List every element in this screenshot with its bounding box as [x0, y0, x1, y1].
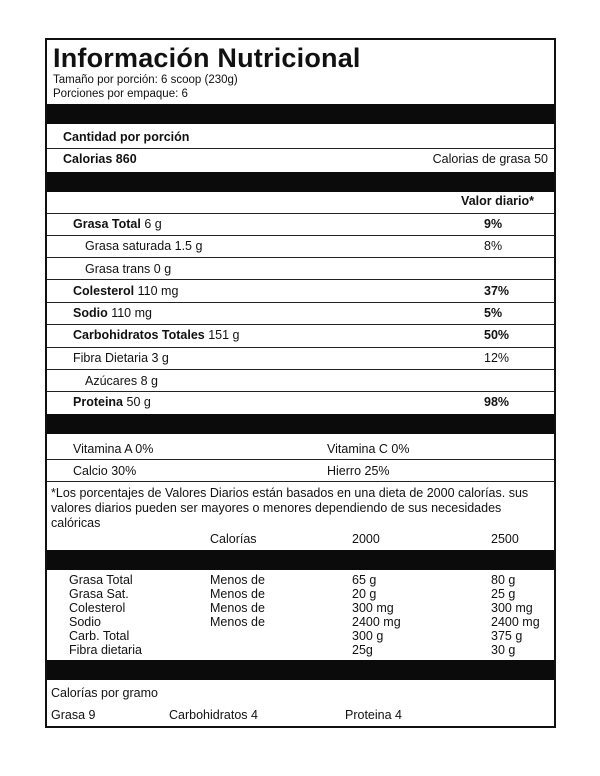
ref-row-2500: 25 g: [491, 587, 516, 601]
ref-row-name: Fibra dietaria: [69, 643, 142, 657]
calcium: Calcio 30%: [73, 464, 137, 478]
cpg-carbs: Carbohidratos 4: [169, 708, 258, 722]
calories: Calorias 860: [63, 152, 137, 166]
ref-row-name: Grasa Total: [69, 573, 133, 587]
nutrient-row: [73, 217, 162, 231]
ref-row-2000: 300 g: [352, 629, 384, 643]
nutrient-name: Sodio: [73, 306, 108, 320]
ref-header-2000: 2000: [352, 532, 380, 546]
divider-bar: [47, 660, 554, 680]
vitamin-a: Vitamina A 0%: [73, 442, 154, 456]
ref-row-qual: Menos de: [210, 601, 265, 615]
nutrient-dv: 37%: [484, 284, 510, 298]
ref-header-calories: Calorías: [210, 532, 257, 546]
divider-line: [47, 148, 554, 149]
nutrient-dv: 8%: [484, 239, 503, 253]
nutrient-name: Carbohidratos Totales: [73, 328, 205, 342]
ref-row-name: Sodio: [69, 615, 101, 629]
ref-header-2500: 2500: [491, 532, 519, 546]
nutrient-row: [73, 328, 240, 342]
divider-line: [47, 459, 554, 460]
nutrient-name: Colesterol: [73, 284, 135, 298]
divider-line: [47, 235, 554, 236]
daily-value-header: Valor diario*: [461, 194, 534, 208]
nutrient-amount: 110 mg: [137, 284, 179, 298]
divider-bar: [47, 550, 554, 570]
ref-row-2500: 80 g: [491, 573, 516, 587]
ref-row-name: Grasa Sat.: [69, 587, 129, 601]
ref-row-2000: 25g: [352, 643, 373, 657]
nutrient-dv: 98%: [484, 395, 510, 409]
nutrient-dv: 12%: [484, 351, 510, 365]
divider-line: [47, 257, 554, 258]
ref-row-2000: 65 g: [352, 573, 377, 587]
divider-bar: [47, 414, 554, 434]
amount-per-serving: Cantidad por porción: [63, 130, 190, 144]
nutrient-row: Grasa trans 0 g: [85, 262, 172, 276]
divider-line: [47, 481, 554, 482]
nutrient-name: Proteina: [73, 395, 124, 409]
ref-row-2500: 300 mg: [491, 601, 533, 615]
divider-bar: [47, 172, 554, 192]
ref-row-qual: Menos de: [210, 573, 265, 587]
cpg-fat: Grasa 9: [51, 708, 96, 722]
calories-from-fat: Calorias de grasa 50: [432, 152, 548, 166]
ref-row-qual: Menos de: [210, 587, 265, 601]
nutrient-row: [73, 306, 152, 320]
divider-line: [47, 279, 554, 280]
divider-line: [47, 302, 554, 303]
nutrient-name: Grasa Total: [73, 217, 141, 231]
footnote: *Los porcentajes de Valores Diarios están basados en una dieta de 2000 calorías. sus valores diarios pueden ser mayores o menores dependiendo de sus necesidades calóricas: [51, 486, 529, 530]
ref-2000-values: [352, 573, 401, 657]
ref-row-2500: 2400 mg: [491, 615, 540, 629]
serving-size: Tamaño por porción: 6 scoop (230g): [53, 74, 238, 86]
nutrient-amount: 6 g: [144, 217, 162, 231]
nutrition-label: [45, 38, 556, 728]
divider-line: [47, 347, 554, 348]
divider-line: [47, 213, 554, 214]
ref-row-name: Carb. Total: [69, 629, 130, 643]
ref-row-qual: Menos de: [210, 615, 265, 629]
nutrient-dv: 9%: [484, 217, 503, 231]
nutrient-dv: 50%: [484, 328, 510, 342]
ref-row-2000: 300 mg: [352, 601, 394, 615]
nutrient-amount: 151 g: [208, 328, 240, 342]
ref-row-2000: 20 g: [352, 587, 377, 601]
ref-2500-values: [491, 573, 540, 657]
calories-per-gram-label: Calorías por gramo: [51, 686, 158, 700]
servings-per-container: Porciones por empaque: 6: [53, 88, 188, 100]
nutrient-row: Grasa saturada 1.5 g: [85, 239, 203, 253]
cpg-protein: Proteina 4: [345, 708, 402, 722]
nutrient-row: Fibra Dietaria 3 g: [73, 351, 169, 365]
nutrient-amount: 50 g: [126, 395, 151, 409]
nutrient-amount: 110 mg: [111, 306, 152, 320]
nutrient-row: [73, 395, 151, 409]
iron: Hierro 25%: [327, 464, 390, 478]
ref-names: [69, 573, 142, 657]
vitamin-c: Vitamina C 0%: [327, 442, 410, 456]
label-title: Información Nutricional: [53, 43, 361, 73]
ref-row-2000: 2400 mg: [352, 615, 401, 629]
divider-line: [47, 324, 554, 325]
nutrient-row: [73, 284, 178, 298]
divider-line: [47, 369, 554, 370]
divider-bar: [47, 104, 554, 124]
nutrient-dv: 5%: [484, 306, 503, 320]
ref-row-2500: 375 g: [491, 629, 523, 643]
divider-line: [47, 391, 554, 392]
ref-qualifiers: [210, 573, 265, 629]
ref-row-2500: 30 g: [491, 643, 516, 657]
nutrient-row: Azúcares 8 g: [85, 374, 158, 388]
ref-row-name: Colesterol: [69, 601, 126, 615]
